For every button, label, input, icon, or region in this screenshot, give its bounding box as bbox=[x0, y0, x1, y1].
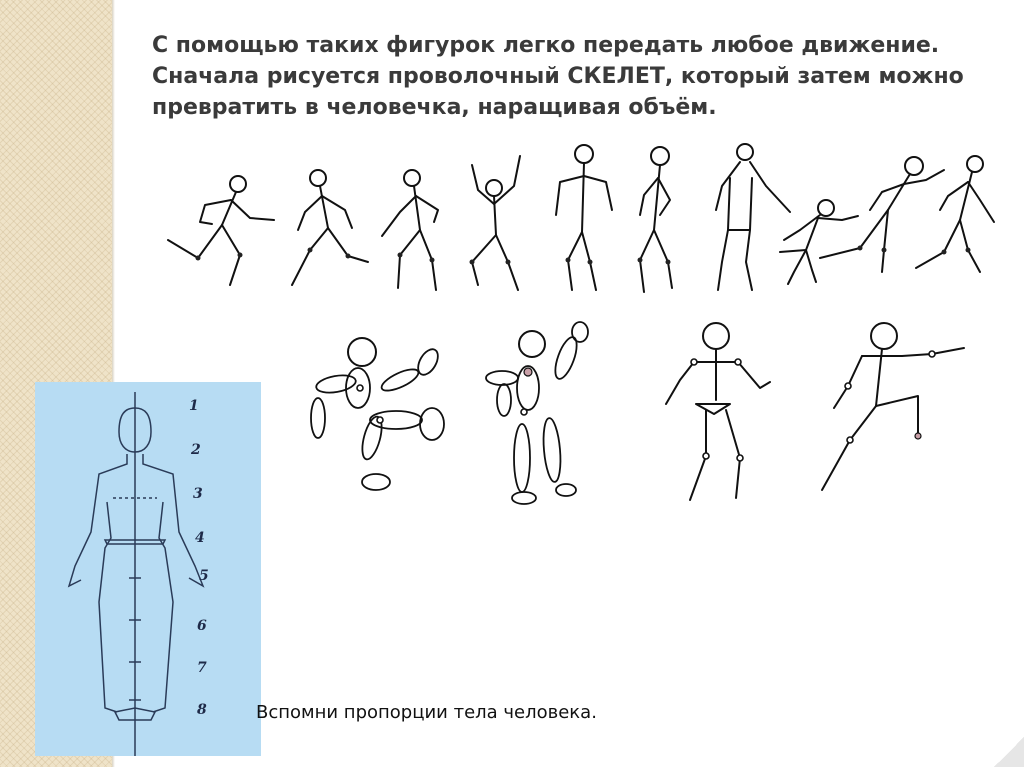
stick-figure-5 bbox=[556, 145, 612, 290]
stick-figure-9 bbox=[820, 157, 944, 272]
heading-line-1: С помощью таких фигурок легко передать любое движение. bbox=[152, 33, 940, 58]
stick-figure-10 bbox=[916, 156, 994, 272]
heading-line-3: превратить в человечка, наращивая объём. bbox=[152, 95, 717, 120]
proportion-mark-7: 7 bbox=[197, 660, 207, 676]
slide-caption: Вспомни пропорции тела человека. bbox=[256, 702, 597, 723]
stick-figure-6 bbox=[638, 147, 673, 292]
proportion-mark-5: 5 bbox=[199, 568, 209, 584]
puppet-figure-4 bbox=[822, 323, 964, 490]
stick-figure-2 bbox=[292, 170, 368, 285]
proportion-mark-6: 6 bbox=[197, 618, 207, 634]
body-proportions-sketch bbox=[35, 382, 261, 756]
stick-figure-1 bbox=[168, 176, 274, 285]
stick-figure-3 bbox=[382, 170, 438, 290]
page-curl bbox=[994, 737, 1024, 767]
stick-figure-8 bbox=[780, 200, 858, 284]
stick-figure-7 bbox=[716, 144, 790, 290]
proportion-outline bbox=[35, 382, 261, 756]
puppet-figure-3 bbox=[666, 323, 770, 500]
proportion-mark-2: 2 bbox=[191, 442, 201, 458]
proportion-mark-1: 1 bbox=[189, 398, 199, 414]
proportion-mark-8: 8 bbox=[197, 702, 207, 718]
heading-line-2: Сначала рисуется проволочный СКЕЛЕТ, который затем можно bbox=[152, 64, 964, 89]
proportion-mark-4: 4 bbox=[195, 530, 205, 546]
puppet-figure-2 bbox=[486, 322, 588, 504]
proportion-mark-3: 3 bbox=[193, 486, 203, 502]
stick-figure-4 bbox=[470, 156, 521, 290]
puppet-figure-1 bbox=[311, 338, 444, 490]
